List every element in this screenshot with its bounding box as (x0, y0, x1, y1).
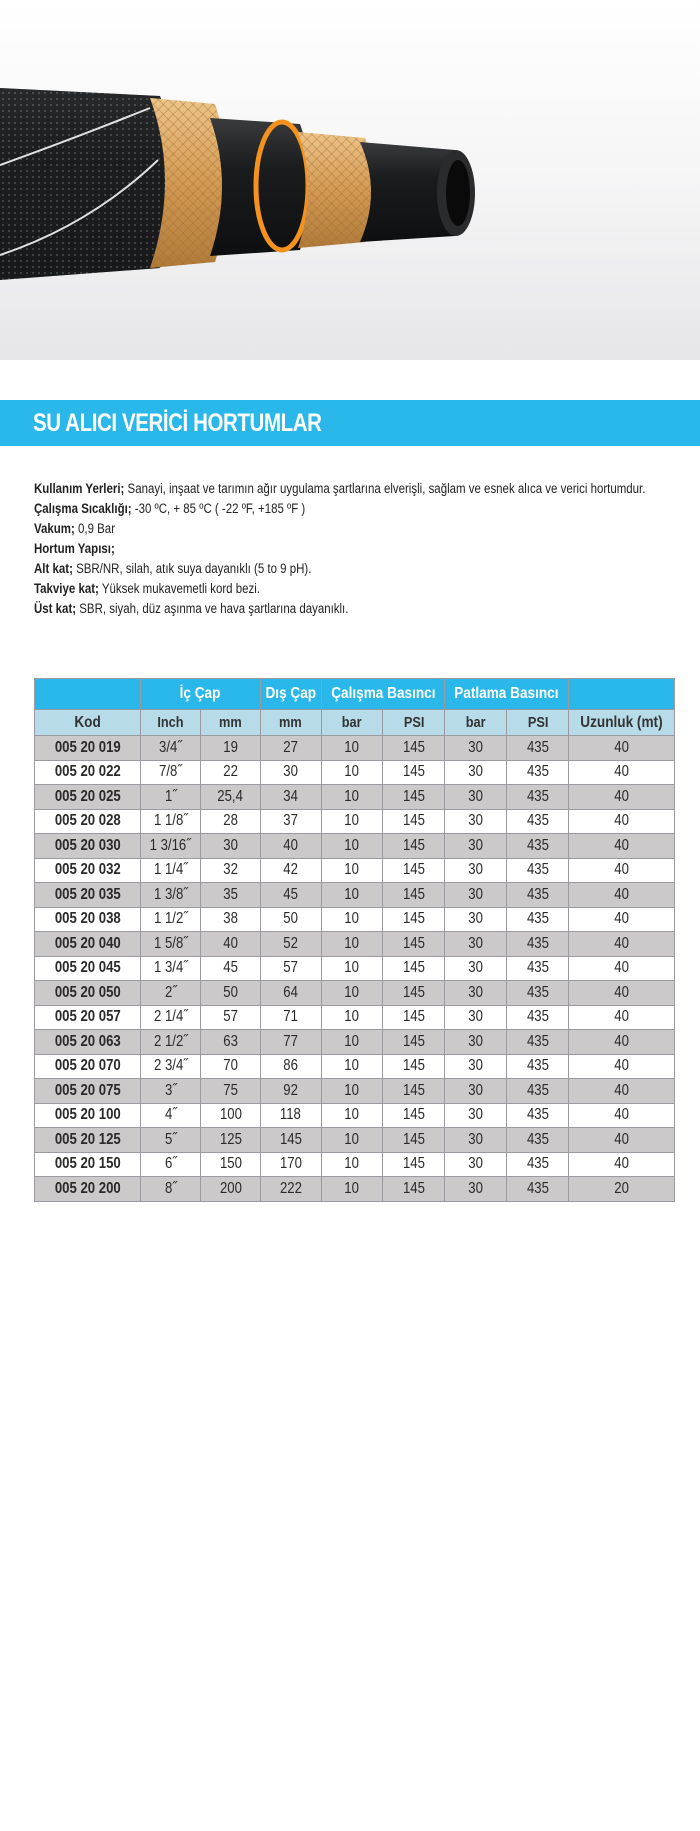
column-header: Kod (35, 710, 141, 736)
table-cell: 22 (201, 760, 261, 785)
table-cell: 435 (507, 1152, 569, 1177)
table-cell: 40 (569, 1030, 675, 1055)
product-code-cell: 005 20 125 (35, 1128, 141, 1153)
table-row (35, 1079, 675, 1104)
table-cell: 45 (261, 883, 322, 908)
spec-label: Çalışma Sıcaklığı; (34, 501, 132, 516)
table-cell: 145 (383, 736, 445, 761)
table-cell: 145 (383, 1177, 445, 1202)
table-cell: 145 (383, 932, 445, 957)
table-cell: 435 (507, 1128, 569, 1153)
product-code-cell: 005 20 150 (35, 1152, 141, 1177)
table-cell: 10 (321, 1030, 383, 1055)
table-cell: 145 (383, 1030, 445, 1055)
table-cell: 2˝ (141, 981, 201, 1006)
table-cell: 63 (201, 1030, 261, 1055)
table-cell: 1 1/4˝ (141, 858, 201, 883)
table-cell: 92 (261, 1079, 322, 1104)
table-cell: 118 (261, 1103, 322, 1128)
table-cell: 40 (569, 858, 675, 883)
table-cell: 40 (569, 1054, 675, 1079)
spec-text: 0,9 Bar (74, 521, 116, 536)
table-row (35, 809, 675, 834)
product-code-cell: 005 20 019 (35, 736, 141, 761)
table-cell: 27 (261, 736, 322, 761)
table-cell: 435 (507, 956, 569, 981)
table-cell: 435 (507, 883, 569, 908)
spec-table (34, 678, 675, 1202)
table-cell: 145 (383, 1152, 445, 1177)
table-cell: 435 (507, 1177, 569, 1202)
table-cell: 8˝ (141, 1177, 201, 1202)
table-row (35, 1030, 675, 1055)
table-cell: 125 (201, 1128, 261, 1153)
table-cell: 145 (383, 834, 445, 859)
table-cell: 435 (507, 760, 569, 785)
table-cell: 30 (445, 1030, 507, 1055)
table-cell: 435 (507, 907, 569, 932)
table-cell: 40 (201, 932, 261, 957)
table-cell: 435 (507, 981, 569, 1006)
group-header-ic-cap: İç Çap (141, 679, 261, 710)
table-cell: 30 (201, 834, 261, 859)
table-cell: 145 (383, 981, 445, 1006)
table-row (35, 1128, 675, 1153)
table-cell: 435 (507, 834, 569, 859)
table-cell: 2 3/4˝ (141, 1054, 201, 1079)
table-cell: 30 (445, 1005, 507, 1030)
table-cell: 10 (321, 932, 383, 957)
product-code-cell: 005 20 025 (35, 785, 141, 810)
product-code-cell: 005 20 063 (35, 1030, 141, 1055)
product-code-cell: 005 20 057 (35, 1005, 141, 1030)
table-cell: 30 (445, 907, 507, 932)
table-cell: 145 (383, 1079, 445, 1104)
table-row (35, 834, 675, 859)
product-code-cell: 005 20 200 (35, 1177, 141, 1202)
product-code-cell: 005 20 070 (35, 1054, 141, 1079)
table-row (35, 760, 675, 785)
column-header: PSI (383, 710, 445, 736)
spec-label: Hortum Yapısı; (34, 541, 115, 556)
table-row (35, 1054, 675, 1079)
product-code-cell: 005 20 035 (35, 883, 141, 908)
table-cell: 40 (569, 736, 675, 761)
spec-label: Üst kat; (34, 601, 77, 616)
table-cell: 37 (261, 809, 322, 834)
table-cell: 40 (569, 907, 675, 932)
product-code-cell: 005 20 075 (35, 1079, 141, 1104)
table-row (35, 956, 675, 981)
table-cell: 145 (383, 956, 445, 981)
table-row (35, 932, 675, 957)
column-header: Uzunluk (mt) (569, 710, 675, 736)
table-cell: 435 (507, 736, 569, 761)
table-cell: 57 (201, 1005, 261, 1030)
spec-text: SBR/NR, silah, atık suya dayanıklı (5 to 9 pH). (72, 561, 312, 576)
table-cell: 50 (261, 907, 322, 932)
table-cell: 1 5/8˝ (141, 932, 201, 957)
table-cell: 45 (201, 956, 261, 981)
table-cell: 10 (321, 760, 383, 785)
spec-label: Takviye kat; (34, 581, 99, 596)
table-cell: 145 (383, 1054, 445, 1079)
table-cell: 3/4˝ (141, 736, 201, 761)
column-header: Inch (141, 710, 201, 736)
table-cell: 100 (201, 1103, 261, 1128)
table-cell: 50 (201, 981, 261, 1006)
table-cell: 10 (321, 956, 383, 981)
table-cell: 10 (321, 1128, 383, 1153)
table-cell: 145 (383, 1103, 445, 1128)
spec-label: Alt kat; (34, 561, 73, 576)
table-row (35, 1103, 675, 1128)
table-cell: 10 (321, 1054, 383, 1079)
table-cell: 34 (261, 785, 322, 810)
table-cell: 10 (321, 858, 383, 883)
table-cell: 30 (445, 1152, 507, 1177)
table-cell: 20 (569, 1177, 675, 1202)
table-cell: 4˝ (141, 1103, 201, 1128)
table-cell: 71 (261, 1005, 322, 1030)
table-cell: 30 (445, 956, 507, 981)
spec-line (34, 599, 595, 619)
table-cell: 435 (507, 1005, 569, 1030)
table-cell: 10 (321, 785, 383, 810)
table-cell: 30 (445, 932, 507, 957)
product-code-cell: 005 20 032 (35, 858, 141, 883)
table-cell: 38 (201, 907, 261, 932)
table-cell: 30 (261, 760, 322, 785)
spec-line (34, 579, 595, 599)
table-cell: 1 3/16˝ (141, 834, 201, 859)
table-cell: 170 (261, 1152, 322, 1177)
table-cell: 64 (261, 981, 322, 1006)
table-cell: 435 (507, 809, 569, 834)
table-cell: 10 (321, 1177, 383, 1202)
table-cell: 40 (569, 785, 675, 810)
title-band (0, 400, 700, 446)
product-code-cell: 005 20 038 (35, 907, 141, 932)
spec-text: SBR, siyah, düz aşınma ve hava şartlarına dayanıklı. (76, 601, 349, 616)
group-header-calisma: Çalışma Basıncı (321, 679, 445, 710)
table-cell: 150 (201, 1152, 261, 1177)
table-body (35, 736, 675, 1202)
table-cell: 435 (507, 1103, 569, 1128)
column-header: mm (201, 710, 261, 736)
table-cell: 145 (383, 1005, 445, 1030)
table-cell: 77 (261, 1030, 322, 1055)
table-cell: 5˝ (141, 1128, 201, 1153)
table-cell: 35 (201, 883, 261, 908)
table-cell: 30 (445, 809, 507, 834)
table-cell: 222 (261, 1177, 322, 1202)
table-row (35, 1005, 675, 1030)
product-code-cell: 005 20 045 (35, 956, 141, 981)
table-cell: 7/8˝ (141, 760, 201, 785)
spec-line (34, 539, 595, 559)
table-cell: 40 (569, 932, 675, 957)
spec-label: Vakum; (34, 521, 75, 536)
page-title: SU ALICI VERİCİ HORTUMLAR (33, 409, 322, 437)
table-row (35, 1177, 675, 1202)
table-cell: 40 (569, 956, 675, 981)
product-code-cell: 005 20 040 (35, 932, 141, 957)
table-cell: 435 (507, 785, 569, 810)
table-row (35, 858, 675, 883)
table-cell: 435 (507, 1054, 569, 1079)
table-cell: 30 (445, 1128, 507, 1153)
table-cell: 10 (321, 809, 383, 834)
table-cell: 145 (261, 1128, 322, 1153)
table-cell: 25,4 (201, 785, 261, 810)
column-header: bar (445, 710, 507, 736)
spec-text: -30 ºC, + 85 ºC ( -22 ºF, +185 ºF ) (131, 501, 306, 516)
column-header: mm (261, 710, 322, 736)
table-cell: 40 (569, 1005, 675, 1030)
table-cell: 10 (321, 1079, 383, 1104)
table-cell: 435 (507, 932, 569, 957)
table-cell: 30 (445, 1054, 507, 1079)
table-cell: 40 (569, 1103, 675, 1128)
group-header-empty (569, 679, 675, 710)
table-cell: 10 (321, 883, 383, 908)
table-cell: 30 (445, 760, 507, 785)
table-cell: 145 (383, 785, 445, 810)
column-header: PSI (507, 710, 569, 736)
table-row (35, 736, 675, 761)
table-cell: 200 (201, 1177, 261, 1202)
table-cell: 435 (507, 1079, 569, 1104)
table-cell: 2 1/2˝ (141, 1030, 201, 1055)
table-cell: 145 (383, 1128, 445, 1153)
table-cell: 1 1/8˝ (141, 809, 201, 834)
table-cell: 145 (383, 809, 445, 834)
table-cell: 30 (445, 834, 507, 859)
table-cell: 28 (201, 809, 261, 834)
group-header-empty (35, 679, 141, 710)
table-cell: 10 (321, 1103, 383, 1128)
table-cell: 86 (261, 1054, 322, 1079)
table-cell: 145 (383, 907, 445, 932)
group-header-patlama: Patlama Basıncı (445, 679, 569, 710)
table-cell: 1 1/2˝ (141, 907, 201, 932)
table-cell: 70 (201, 1054, 261, 1079)
hose-illustration (0, 0, 700, 360)
product-code-cell: 005 20 028 (35, 809, 141, 834)
spec-line (34, 499, 595, 519)
column-header: bar (321, 710, 383, 736)
table-row (35, 907, 675, 932)
table-cell: 40 (569, 1079, 675, 1104)
table-cell: 75 (201, 1079, 261, 1104)
spec-label: Kullanım Yerleri; (34, 481, 125, 496)
table-cell: 10 (321, 981, 383, 1006)
table-cell: 42 (261, 858, 322, 883)
hero-image (0, 0, 700, 360)
table-cell: 52 (261, 932, 322, 957)
table-cell: 1 3/4˝ (141, 956, 201, 981)
table-cell: 145 (383, 883, 445, 908)
spec-line (34, 479, 646, 499)
table-cell: 32 (201, 858, 261, 883)
table-cell: 1 3/8˝ (141, 883, 201, 908)
spec-text: Yüksek mukavemetli kord bezi. (98, 581, 261, 596)
spec-line (34, 519, 595, 539)
table-cell: 435 (507, 1030, 569, 1055)
product-code-cell: 005 20 050 (35, 981, 141, 1006)
table-cell: 30 (445, 785, 507, 810)
table-cell: 30 (445, 736, 507, 761)
table-cell: 10 (321, 1152, 383, 1177)
product-code-cell: 005 20 100 (35, 1103, 141, 1128)
table-cell: 40 (569, 834, 675, 859)
table-cell: 40 (569, 809, 675, 834)
table-cell: 30 (445, 883, 507, 908)
table-cell: 3˝ (141, 1079, 201, 1104)
column-header-row (35, 710, 675, 736)
table-cell: 30 (445, 1079, 507, 1104)
table-cell: 40 (569, 883, 675, 908)
table-cell: 10 (321, 907, 383, 932)
table-cell: 30 (445, 1177, 507, 1202)
product-code-cell: 005 20 022 (35, 760, 141, 785)
table-cell: 30 (445, 981, 507, 1006)
table-cell: 145 (383, 760, 445, 785)
table-cell: 10 (321, 1005, 383, 1030)
table-cell: 1˝ (141, 785, 201, 810)
table-cell: 30 (445, 858, 507, 883)
table-cell: 30 (445, 1103, 507, 1128)
table-cell: 40 (569, 760, 675, 785)
group-header-row (35, 679, 675, 710)
table-row (35, 1152, 675, 1177)
table-cell: 6˝ (141, 1152, 201, 1177)
table-cell: 57 (261, 956, 322, 981)
table-cell: 435 (507, 858, 569, 883)
spec-line (34, 559, 595, 579)
product-code-cell: 005 20 030 (35, 834, 141, 859)
table-row (35, 785, 675, 810)
table-cell: 40 (569, 1128, 675, 1153)
table-cell: 10 (321, 736, 383, 761)
table-cell: 40 (261, 834, 322, 859)
table-cell: 40 (569, 981, 675, 1006)
specs-block (34, 479, 694, 619)
table-row (35, 981, 675, 1006)
spec-text: Sanayi, inşaat ve tarımın ağır uygulama şartlarına elverişli, sağlam ve esnek alıca ve verici hortumdur. (124, 481, 646, 496)
table-cell: 10 (321, 834, 383, 859)
group-header-dis-cap: Dış Çap (261, 679, 322, 710)
table-cell: 40 (569, 1152, 675, 1177)
table-cell: 19 (201, 736, 261, 761)
table-cell: 2 1/4˝ (141, 1005, 201, 1030)
table-row (35, 883, 675, 908)
table-cell: 145 (383, 858, 445, 883)
